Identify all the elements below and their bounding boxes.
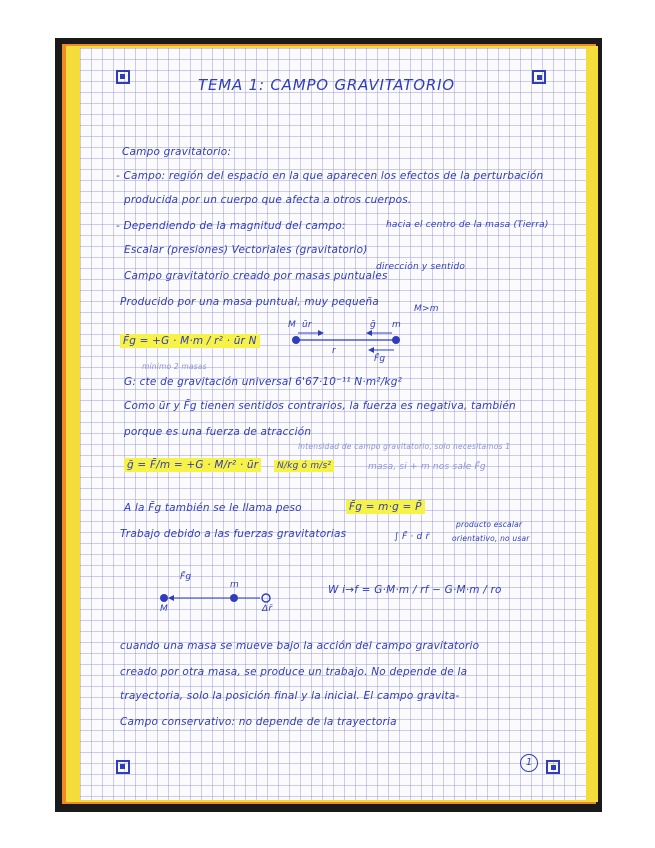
text-line: Producido por una masa puntual, muy pequeña	[120, 296, 380, 308]
diagram-label: r	[332, 346, 336, 356]
diagram-label: Δr̄	[262, 604, 273, 614]
text-line: Campo gravitatorio:	[122, 146, 232, 158]
annotation: M>m	[414, 304, 439, 314]
text-line: porque es una fuerza de atracción	[124, 426, 312, 438]
notebook-page	[80, 48, 586, 800]
integral-note: ∫ F̄ · d r̄	[394, 532, 430, 542]
corner-mark-icon	[116, 760, 130, 774]
text-line: G: cte de gravitación universal 6'67·10⁻¹¹ N·m²/kg²	[124, 376, 402, 388]
annotation: hacia el centro de la masa (Tierra)	[386, 220, 549, 230]
diagram-label: m	[230, 580, 239, 590]
corner-mark-icon	[546, 760, 560, 774]
work-diagram	[156, 588, 276, 616]
annotation: orientativo, no usar	[452, 534, 530, 543]
force-diagram	[288, 326, 406, 372]
corner-mark-icon	[532, 70, 546, 84]
page-number: 1	[520, 754, 538, 772]
work-formula: W i→f = G·M·m / rf − G·M·m / ro	[328, 584, 502, 596]
corner-mark-icon	[116, 70, 130, 84]
text-line: A la F̄g también se le llama peso	[124, 502, 302, 514]
text-line: - Campo: región del espacio en la que aparecen los efectos de la perturbación	[116, 170, 544, 182]
highlighted-formula: F̄g = +G · M·m / r² · ūr N	[120, 334, 260, 348]
diagram-label: ḡ	[370, 320, 376, 330]
annotation: dirección y sentido	[376, 262, 466, 272]
diagram-label: M	[288, 320, 296, 330]
text-line: Escalar (presiones) Vectoriales (gravitatorio)	[124, 244, 368, 256]
text-line: Campo conservativo: no depende de la trayectoria	[120, 716, 397, 728]
annotation: intensidad de campo gravitatorio, solo necesitamos 1	[298, 442, 511, 451]
diagram-label: m	[392, 320, 401, 330]
annotation: mínimo 2 masas	[142, 362, 207, 371]
text-line: cuando una masa se mueve bajo la acción del campo gravitatorio	[120, 640, 480, 652]
highlighted-formula: ḡ = F̄/m = +G · M/r² · ūr	[124, 458, 261, 472]
page-title: TEMA 1: CAMPO GRAVITATORIO	[198, 76, 455, 94]
text-line: producida por un cuerpo que afecta a otros cuerpos.	[124, 194, 412, 206]
highlighted-formula: F̄g = m·g = P̄	[346, 500, 425, 514]
annotation: masa, si + m nos sale F̄g	[368, 462, 486, 472]
text-line: Campo gravitatorio creado por masas puntuales	[124, 270, 388, 282]
text-line: trayectoria, solo la posición final y la inicial. El campo gravita-	[120, 690, 460, 702]
text-line: Trabajo debido a las fuerzas gravitatorias	[120, 528, 347, 540]
highlighted-units: N/kg ó m/s²	[274, 460, 334, 472]
diagram-label: M	[160, 604, 168, 614]
diagram-label: F̄g	[374, 354, 386, 364]
annotation: producto escalar	[456, 520, 523, 529]
text-line: creado por otra masa, se produce un trabajo. No depende de la	[120, 666, 468, 678]
text-line: Como ūr y F̄g tienen sentidos contrarios, la fuerza es negativa, también	[124, 400, 516, 412]
diagram-label: ūr	[302, 320, 312, 330]
text-line: - Dependiendo de la magnitud del campo:	[116, 220, 346, 232]
diagram-label: F̄g	[180, 572, 192, 582]
